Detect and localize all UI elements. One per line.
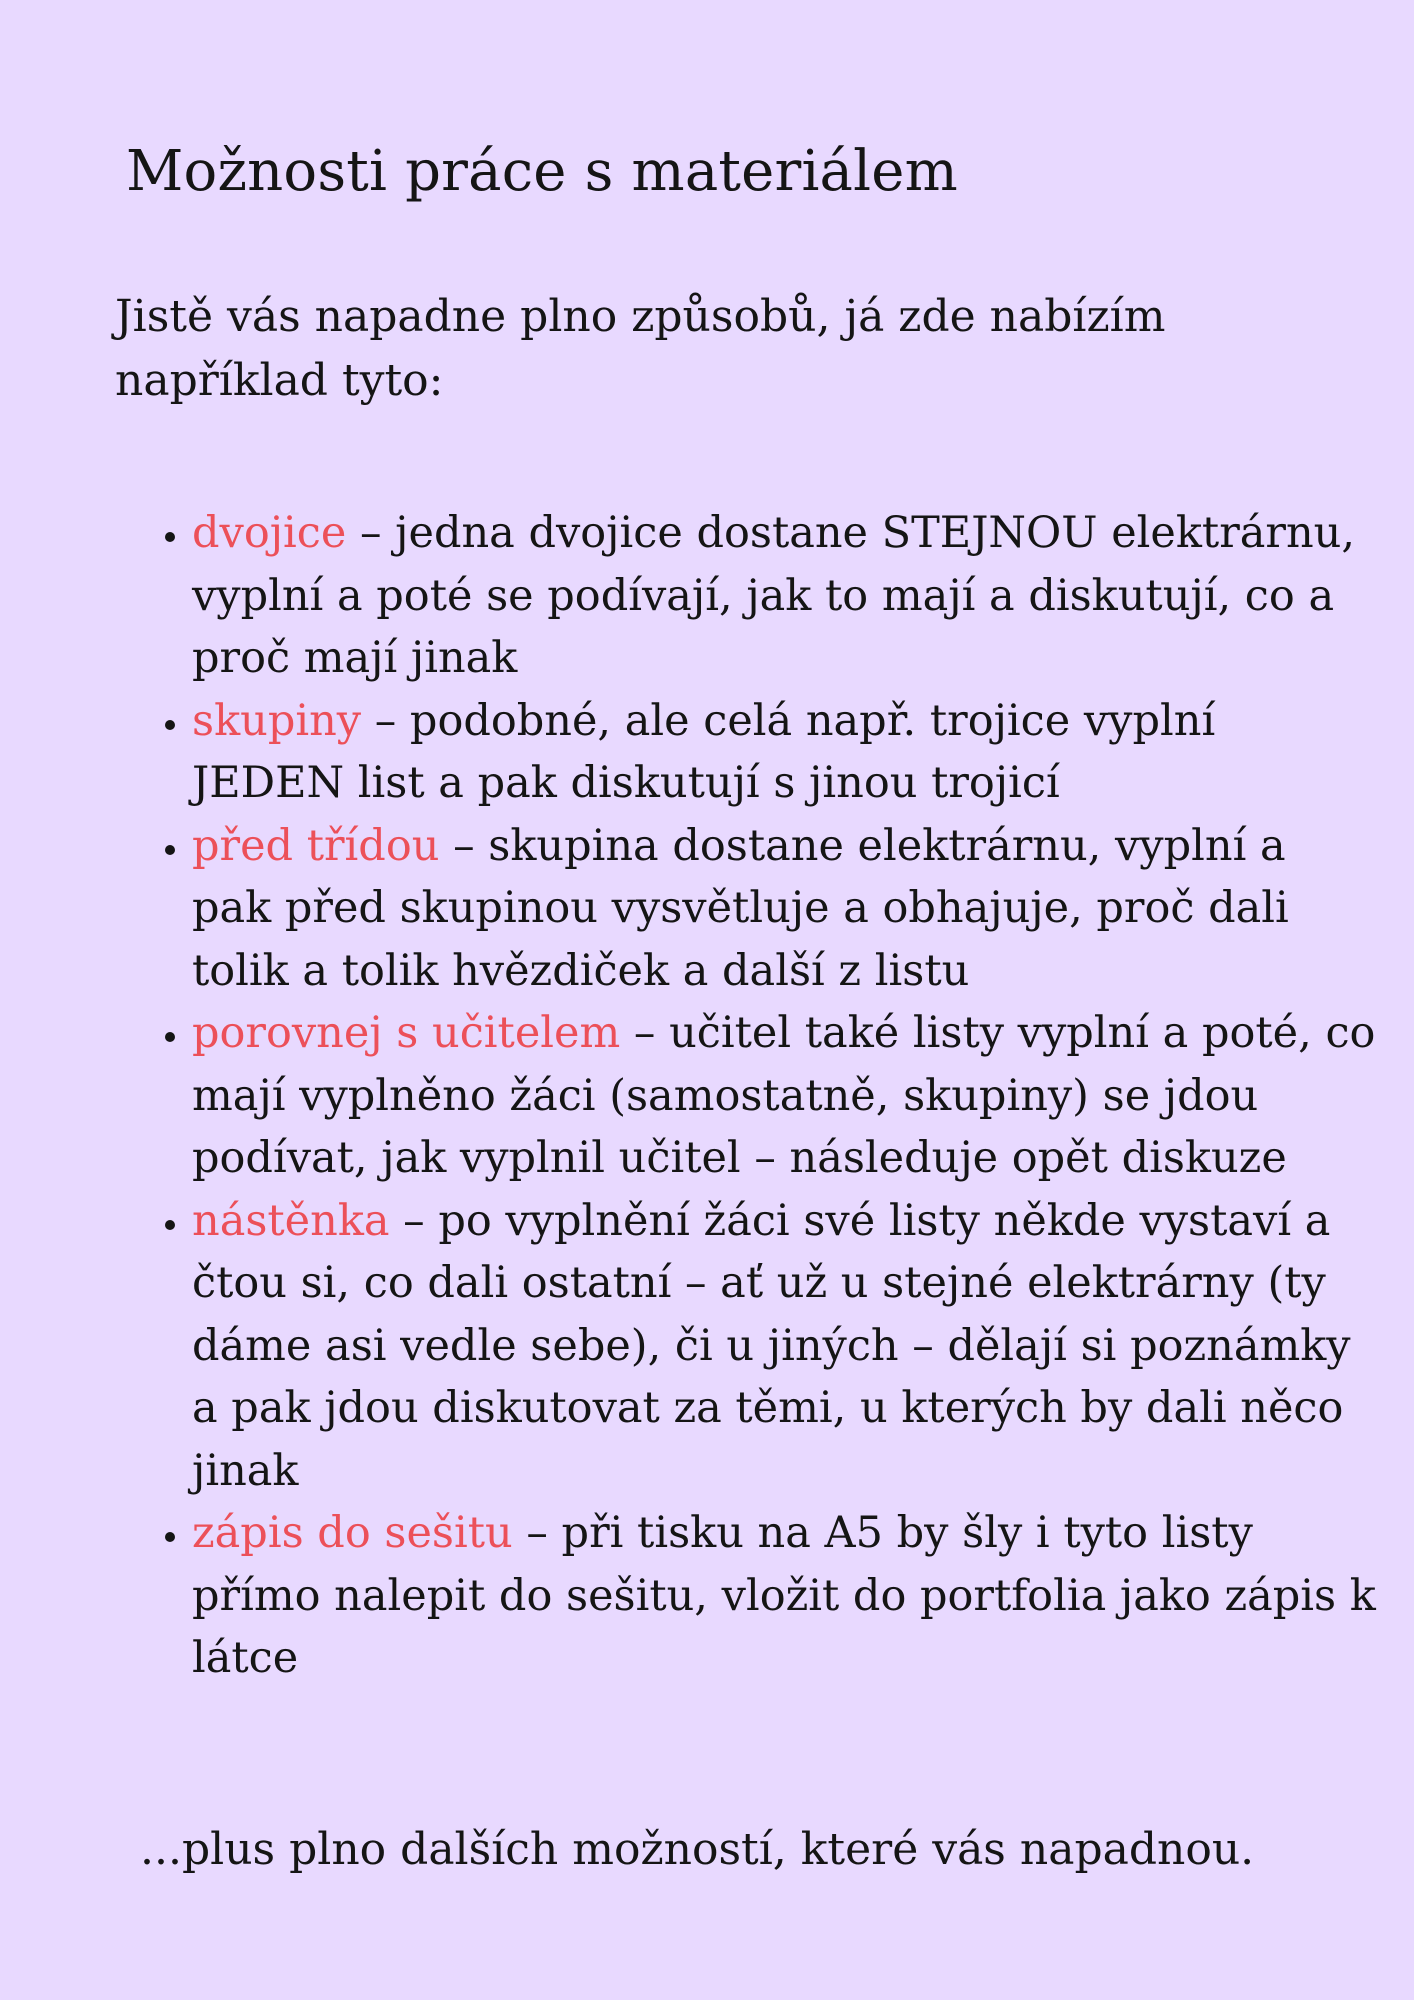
option-keyword-dvojice: dvojice <box>192 508 347 558</box>
option-item-nastenka <box>192 1190 1377 1503</box>
option-keyword-nastenka: nástěnka <box>192 1195 390 1246</box>
option-item-dvojice <box>192 502 1377 690</box>
closing-note: ...plus plno dalších možností, které vás napadnou. <box>140 1824 1255 1875</box>
option-keyword-skupiny: skupiny <box>192 695 362 746</box>
option-keyword-pred-tridou: před třídou <box>192 820 440 871</box>
options-list <box>132 502 1377 1690</box>
option-item-skupiny <box>192 690 1377 815</box>
option-keyword-zapis-do-sesitu: zápis do sešitu <box>192 1508 513 1558</box>
intro-paragraph: Jistě vás napadne plno způsobů, já zde nabízím například tyto: <box>115 291 1166 406</box>
page-title: Možnosti práce s materiálem <box>126 139 958 204</box>
option-description-skupiny: – podobné, ale celá např. trojice vyplní JEDEN list a pak diskutují s jinou trojicí <box>192 695 1216 808</box>
option-item-zapis-do-sesitu <box>192 1502 1377 1690</box>
option-description-zapis-do-sesitu: – při tisku na A5 by šly i tyto listy přímo nalepit do sešitu, vložit do portfolia jako zápis k látce <box>192 1508 1376 1683</box>
option-item-pred-tridou <box>192 815 1377 1003</box>
option-description-nastenka: – po vyplnění žáci své listy někde vystaví a čtou si, co dali ostatní – ať už u stejné elektrárny (ty dáme asi vedle sebe), či u jiných – dělají si poznámky a pak jdou diskutovat za těmi, u kterých by dali něco jinak <box>192 1195 1351 1496</box>
option-keyword-porovnej-s-ucitelem: porovnej s učitelem <box>192 1008 621 1058</box>
option-description-porovnej-s-ucitelem: – učitel také listy vyplní a poté, co mají vyplněno žáci (samostatně, skupiny) se jdou podívat, jak vyplnil učitel – následuje opět diskuze <box>192 1008 1376 1183</box>
option-item-porovnej-s-ucitelem <box>192 1002 1377 1190</box>
option-description-dvojice: – jedna dvojice dostane STEJNOU elektrárnu, vyplní a poté se podívají, jak to mají a diskutují, co a proč mají jinak <box>192 508 1356 683</box>
option-description-pred-tridou: – skupina dostane elektrárnu, vyplní a pak před skupinou vysvětluje a obhajuje, proč dali tolik a tolik hvězdiček a další z listu <box>192 820 1289 996</box>
